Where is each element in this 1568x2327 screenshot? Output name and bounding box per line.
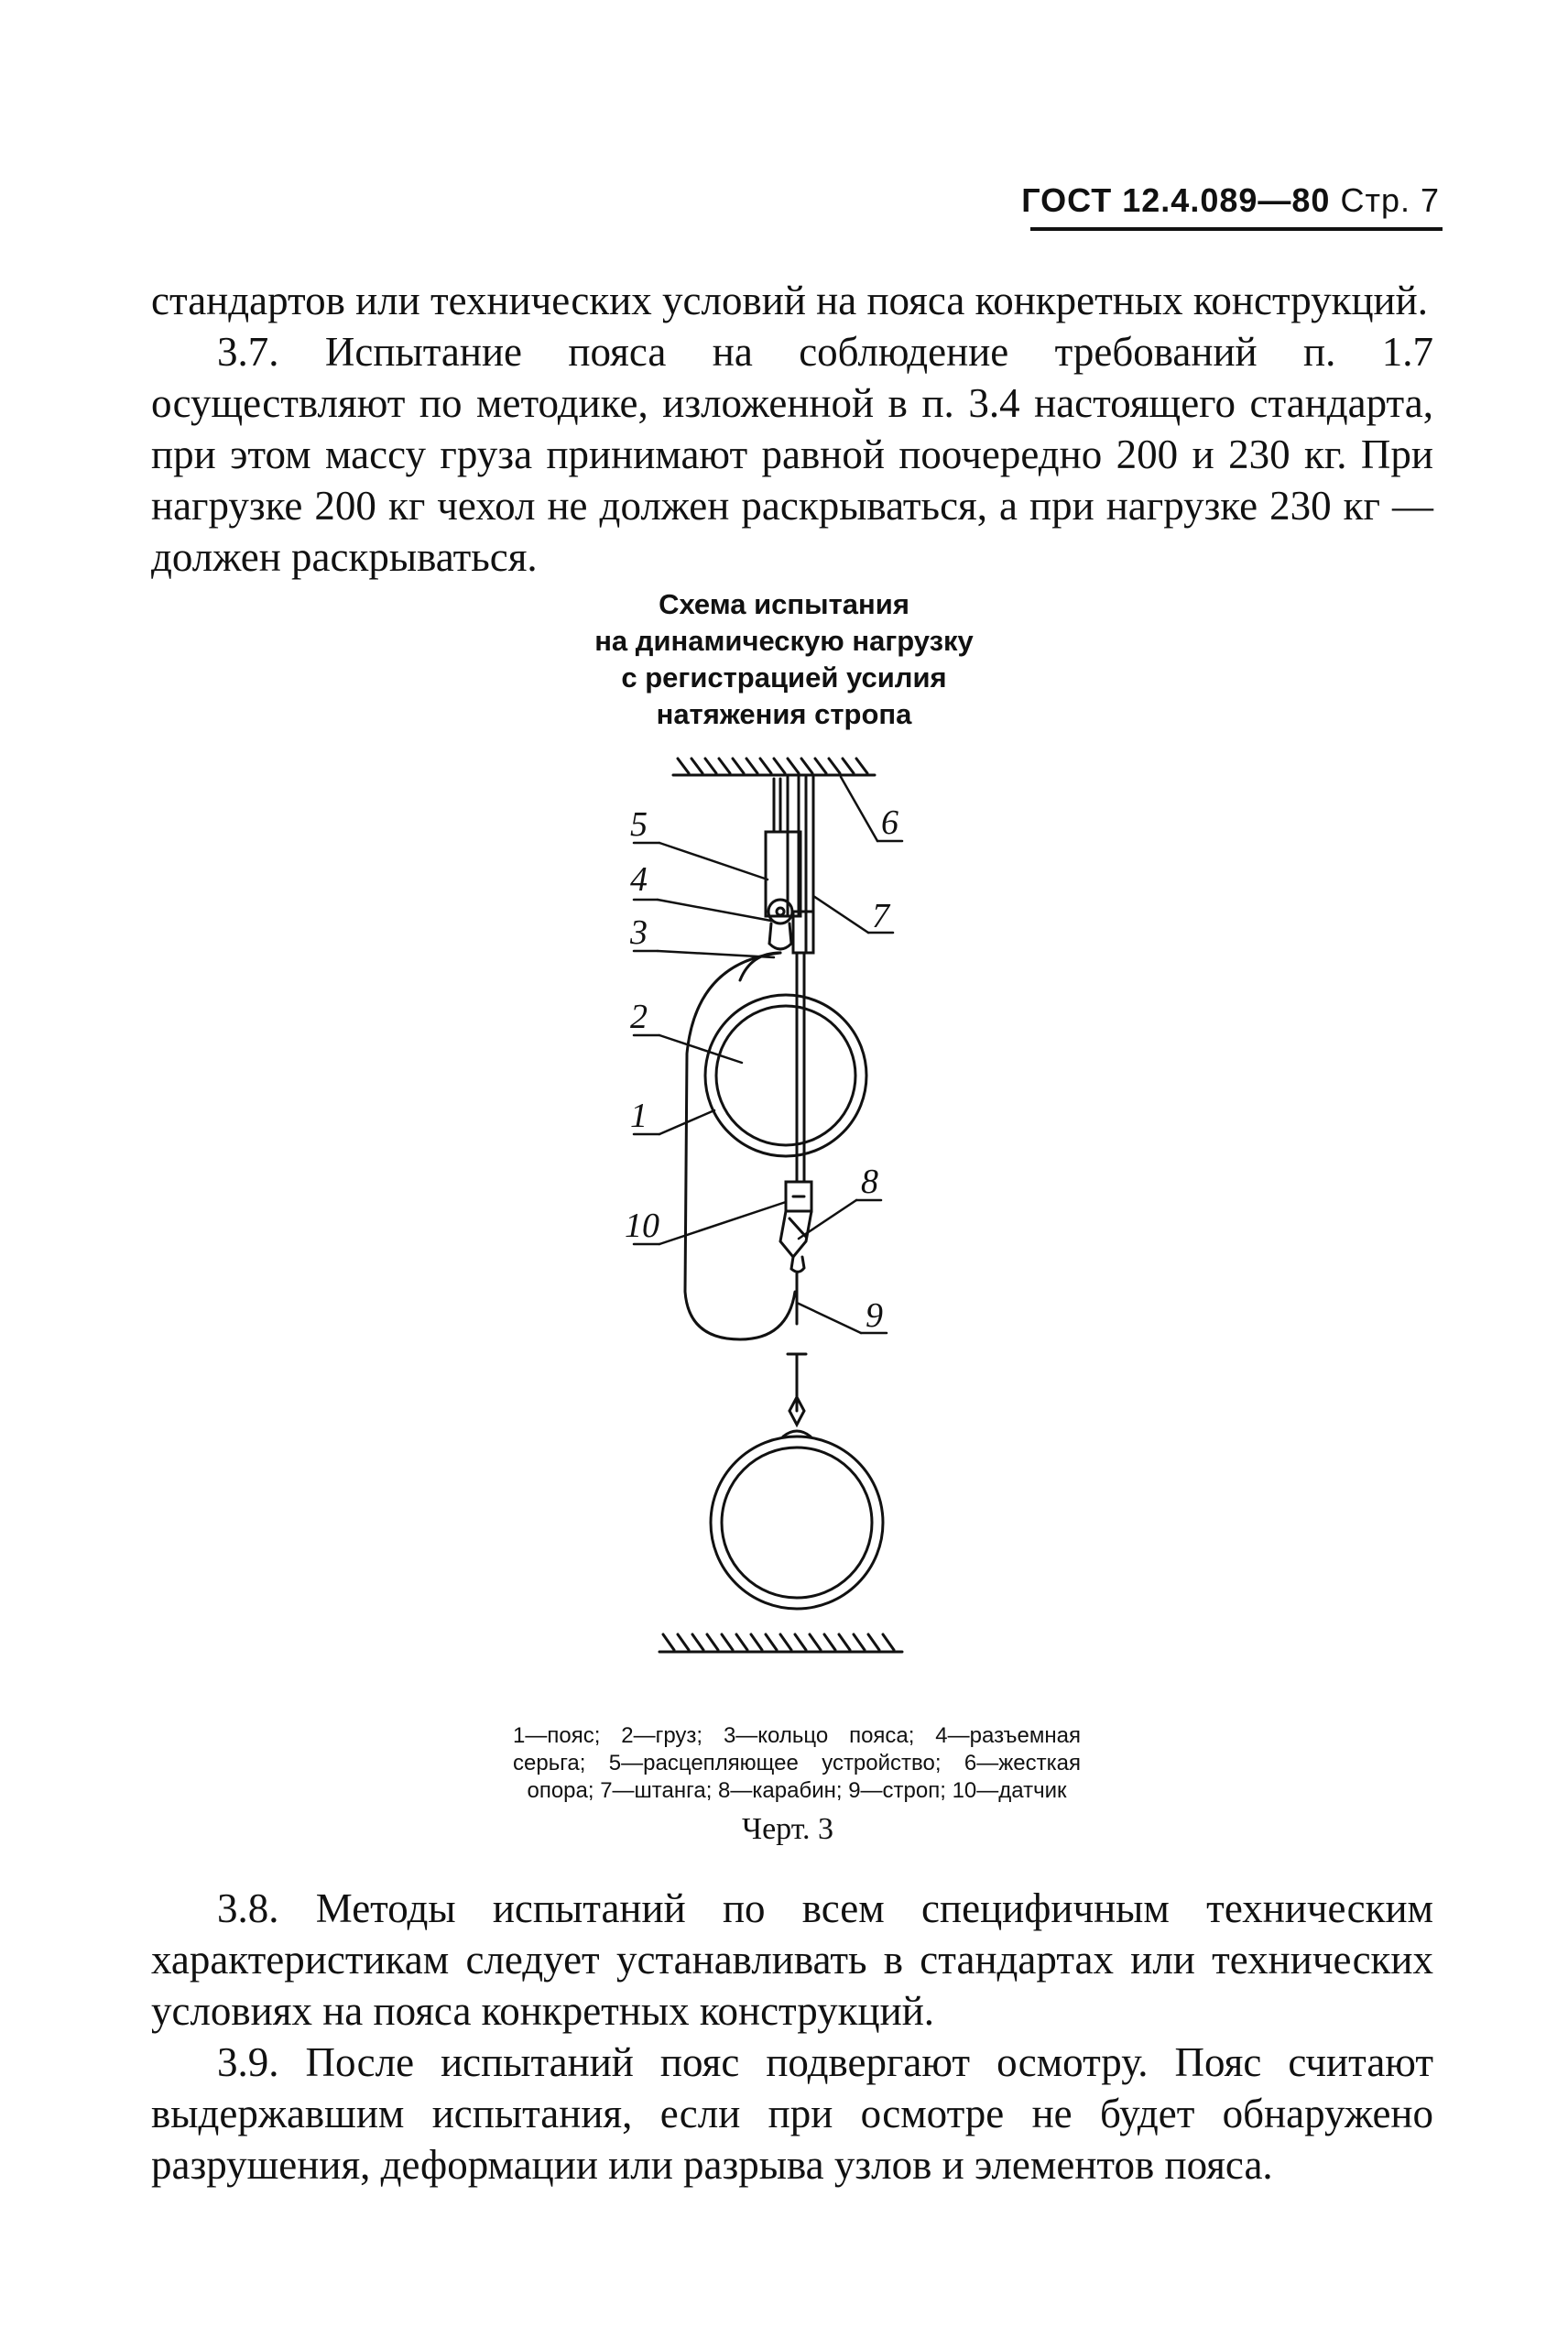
figure-caption: Черт. 3 xyxy=(741,1812,834,1846)
figure-title-line: Схема испытания xyxy=(659,588,909,620)
figure-legend: 1—пояс; 2—груз; 3—кольцо пояса; 4—разъемная серьга; 5—расцепляющее устройство; 6—жесткая опора; 7—штанга; 8—карабин; 9—строп; 10—датчик xyxy=(513,1723,1081,1803)
rigid-support xyxy=(673,759,875,775)
label-9: 9 xyxy=(866,1296,883,1335)
label-3: 3 xyxy=(630,913,648,952)
release-device xyxy=(766,779,800,923)
paragraph-3-7: 3.7. Испытание пояса на соблюдение требований п. 1.7 осуществляют по методике, изложенной в п. 3.4 настоящего стандарта, при этом массу груза принимают равной поочередно 200 и 230 кг. При нагрузке 200 кг чехол не должен раскрываться, а при нагрузке 230 кг — должен раскрываться. xyxy=(151,329,1433,580)
document-code: ГОСТ 12.4.089—80 xyxy=(1021,181,1331,219)
label-8: 8 xyxy=(861,1163,878,1201)
label-1: 1 xyxy=(630,1097,648,1135)
figure-title-line: натяжения стропа xyxy=(656,698,912,730)
sensor xyxy=(786,1182,811,1211)
leader-lines xyxy=(634,777,902,1333)
label-4: 4 xyxy=(630,860,648,899)
figure-title-line: на динамическую нагрузку xyxy=(594,625,974,657)
paragraph-3-9: 3.9. После испытаний пояс подвергают осмотру. Пояс считают выдержавшим испытания, если при осмотре не будет обнаружено разрушения, деформации или разрыва узлов и элементов пояса. xyxy=(151,2039,1433,2188)
figure-title-line: с регистрацией усилия xyxy=(621,661,947,694)
bottom-text xyxy=(151,1883,1433,2190)
carabiner xyxy=(780,1211,811,1272)
floor xyxy=(659,1634,902,1652)
detachable-shackle xyxy=(769,923,791,949)
load-drum xyxy=(705,995,866,1156)
label-6: 6 xyxy=(881,803,898,842)
weight xyxy=(711,1437,883,1609)
label-10: 10 xyxy=(625,1207,659,1245)
page-number: Стр. 7 xyxy=(1340,181,1440,219)
paragraph-3-8: 3.8. Методы испытаний по всем специфичным техническим характеристикам следует устанавливать в стандартах или технических условиях на пояса конкретных конструкций. xyxy=(151,1885,1433,2034)
label-5: 5 xyxy=(630,805,648,844)
label-7: 7 xyxy=(872,897,889,935)
paragraph-continuation: стандартов или технических условий на пояса конкретных конструкций. xyxy=(151,278,1428,323)
label-2: 2 xyxy=(630,998,648,1036)
lanyard xyxy=(783,1273,811,1437)
